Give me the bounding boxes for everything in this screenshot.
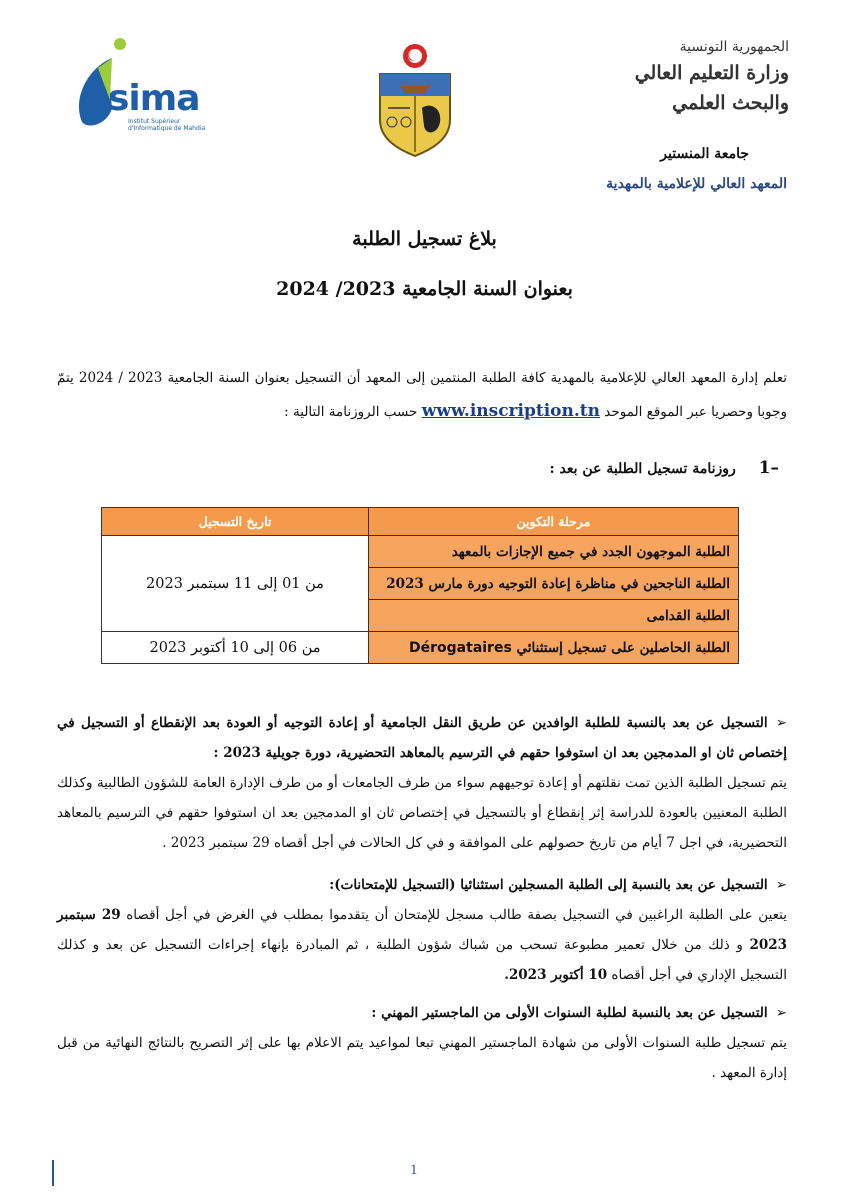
logo-tagline: Institut Supérieur d'Informatique de Mahdia <box>128 118 206 132</box>
stage-text: الطلبة الحاصلين على تسجيل إستثنائي <box>516 639 730 656</box>
intro-text-after: حسب الروزنامة التالية : <box>284 404 418 420</box>
header-date: تاريخ التسجيل <box>102 508 369 536</box>
bullet-title <box>57 870 787 900</box>
institute-name: المعهد العالي للإعلامية بالمهدية <box>606 176 787 192</box>
tunisia-emblem <box>370 42 460 158</box>
website-link[interactable]: www.inscription.tn <box>421 401 600 421</box>
bullet-title-text: التسجيل عن بعد بالنسبة لطلبة السنوات الأولى من الماجستير المهني : <box>371 1005 768 1021</box>
section-heading <box>550 458 779 478</box>
bullet-section-transfer <box>57 708 787 858</box>
deadline-date: 29 سبتمبر 2023 <box>57 907 788 953</box>
ministry-line: وزارة التعليم العالي <box>634 62 789 84</box>
bullet-body: يتم تسجيل الطلبة الذين تمت نقلتهم أو إعادة توجيههم سواء من طرف الجامعات أو من طرف الإدارة العامة للشؤون الطالبية وكذلك الطلبة المعنيين بالعودة للدراسة إثر إنقطاع أو بالتسجيل في إختصاص ثان او المدمجين بعد ان استوفوا حقهم في الترسيم بالمعاهد التحضيرية، في اجل 7 أيام من تاريخ حصولهم على الموافقة و في كل الحالات في أجل أقصاه 29 سبتمبر 2023 . <box>57 775 787 851</box>
logo-text: sima <box>108 78 200 119</box>
isima-logo <box>68 38 208 130</box>
registration-calendar-table <box>101 507 739 664</box>
table-row <box>102 632 739 664</box>
check-bullet-icon: ➢ <box>775 715 787 731</box>
table-cell-date: من 01 إلى 11 سبتمبر 2023 <box>102 536 369 632</box>
check-bullet-icon: ➢ <box>775 1005 787 1021</box>
bullet-section-masters <box>57 998 787 1088</box>
header-stage: مرحلة التكوين <box>369 508 739 536</box>
republic-line: الجمهورية التونسية <box>679 39 789 55</box>
ministry-header <box>609 36 789 118</box>
section-title: روزنامة تسجيل الطلبة عن بعد : <box>549 461 736 477</box>
page-subtitle: بعنوان السنة الجامعية 2023/ 2024 <box>276 278 573 300</box>
university-name: جامعة المنستير <box>660 146 749 162</box>
bullet-title-text: التسجيل عن بعد بالنسبة للطلبة الوافدين عن طريق النقل الجامعية أو إعادة التوجيه أو العودة بعد الإنقطاع أو التسجيل في إختصاص ثان او المدمجين بعد ان استوفوا حقهم في الترسيم بالمعاهد التحضيرية، دورة جويلية 2023 : <box>57 715 787 761</box>
bullet-title-text: التسجيل عن بعد بالنسبة إلى الطلبة المسجلين استثنائيا (التسجيل للإمتحانات): <box>329 877 768 893</box>
research-line: والبحث العلمي <box>672 92 789 114</box>
bullet-body: يتم تسجيل طلبة السنوات الأولى من شهادة الماجستير المهني تبعا لمواعيد يتم الاعلام بها على إثر التصريح بالنتائج النهائية من قبل إدارة المعهد . <box>57 1035 787 1081</box>
intro-text: تعلم إدارة المعهد العالي للإعلامية بالمهدية كافة الطلبة المنتمين إلى المعهد أن التسجيل بعنوان السنة الجامعية 2023 / 2024 يتمّ وجوبا وحصريا عبر الموقع الموحد <box>57 370 787 420</box>
page-title: بلاغ تسجيل الطلبة <box>352 228 497 250</box>
page-number: 1 <box>410 1162 418 1178</box>
table-cell-stage: الطلبة القدامى <box>369 600 739 632</box>
table-row <box>102 536 739 568</box>
table-cell-stage <box>369 632 739 664</box>
bullet-title <box>57 708 787 768</box>
table-cell-stage: الطلبة الناجحين في مناظرة إعادة التوجيه دورة مارس 2023 <box>369 568 739 600</box>
deadline-date: 10 أكتوبر 2023. <box>504 967 608 983</box>
table-cell-stage: الطلبة الموجهون الجدد في جميع الإجازات بالمعهد <box>369 536 739 568</box>
table-cell-date: من 06 إلى 10 أكتوبر 2023 <box>102 632 369 664</box>
check-bullet-icon: ➢ <box>775 877 787 893</box>
bullet-body-text: و ذلك من خلال تعمير مطبوعة تسحب من شباك شؤون الطلبة ، ثم المبادرة بإنهاء إجراءات التسجيل عن بعد و كذلك التسجيل الإداري في أجل أقصاه <box>57 937 787 983</box>
footer-bar <box>52 1160 54 1186</box>
bullet-body-text: يتعين على الطلبة الراغبين في التسجيل بصفة طالب مسجل للإمتحان أن يتقدموا بمطلب في الغرض في أجل أقصاه <box>126 907 787 923</box>
stage-latin-text: Dérogataires <box>409 639 512 656</box>
bullet-title <box>57 998 787 1028</box>
bullet-section-exam-registration <box>57 870 787 990</box>
bullet-body <box>57 900 787 990</box>
table-header-row <box>102 508 739 536</box>
intro-paragraph <box>57 362 787 429</box>
section-number: 1– <box>758 458 779 478</box>
